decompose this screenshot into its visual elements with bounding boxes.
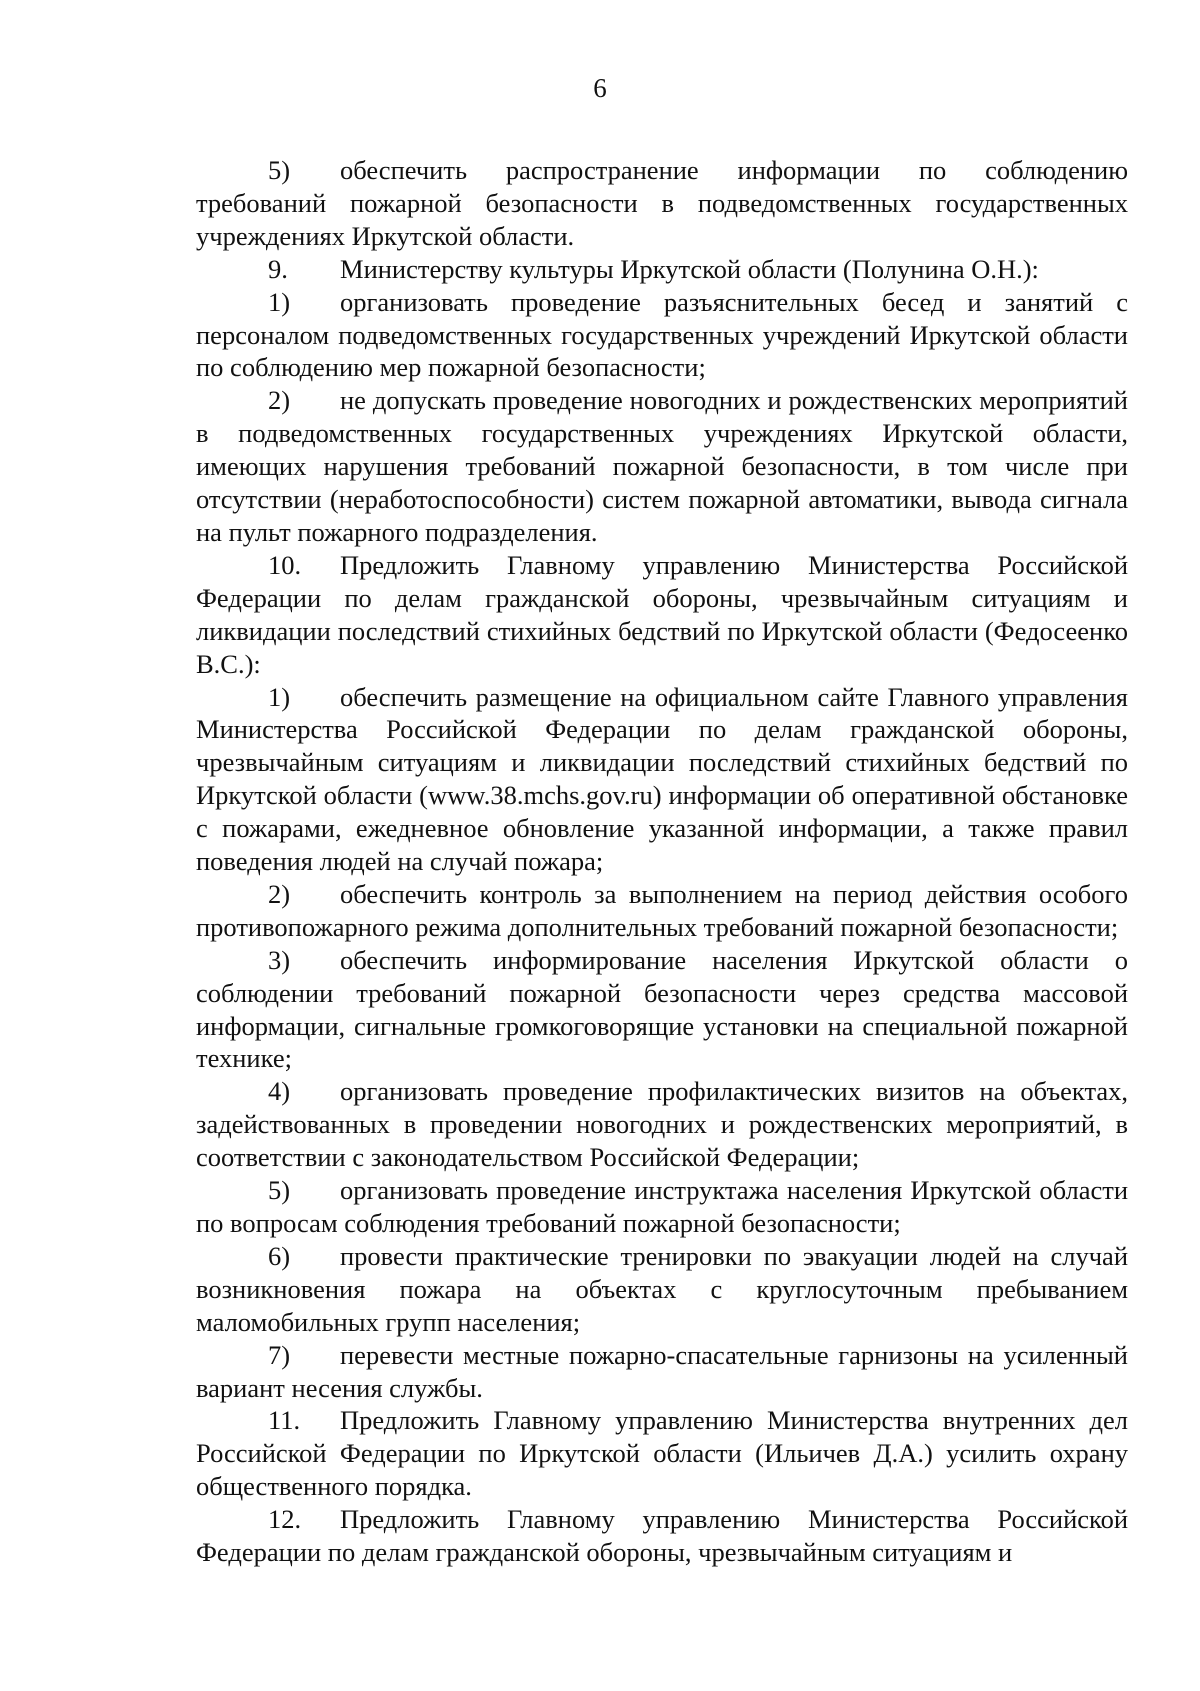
paragraph-item-10-5 — [196, 1174, 1128, 1240]
paragraph-item-10-3 — [196, 944, 1128, 1076]
item-number: 12. — [268, 1504, 302, 1535]
item-number: 2) — [268, 385, 291, 416]
paragraph-item-9-culture-ministry — [196, 253, 1128, 286]
paragraph-item-10-1 — [196, 681, 1128, 878]
paragraph-item-10-4 — [196, 1075, 1128, 1174]
paragraph-item-12-mchs — [196, 1503, 1128, 1569]
paragraph-item-11-mvd — [196, 1404, 1128, 1503]
item-number: 5) — [268, 155, 291, 185]
item-number: 2) — [268, 878, 291, 909]
item-number: 9. — [268, 253, 288, 284]
document-body — [196, 154, 1128, 1569]
paragraph-text: организовать проведение разъяснительных бесед и занятий с персоналом подведомственных государственных учреждений Иркутской области по соблюдению мер пожарной безопасности; — [196, 286, 1128, 383]
paragraph-text: Министерству культуры Иркутской области (Полунина О.Н.): — [340, 253, 1039, 284]
paragraph-text: Предложить Главному управлению Министерства Российской Федерации по делам гражданской обороны, чрезвычайным ситуациям и — [196, 1504, 1128, 1568]
paragraph-text: организовать проведение инструктажа населения Иркутской области по вопросам соблюдения требований пожарной безопасности; — [196, 1175, 1128, 1238]
item-number: 1) — [268, 286, 291, 317]
paragraph-item-10-mchs — [196, 549, 1128, 681]
paragraph-text: обеспечить информирование населения Иркутской области о соблюдении требований пожарной безопасности через средства массовой информации, сигнальные громкоговорящие установки на специальной пожарной технике; — [196, 944, 1128, 1074]
paragraph-item-9-2 — [196, 384, 1128, 549]
page-number: 6 — [593, 73, 607, 103]
item-number: 11. — [268, 1405, 301, 1436]
item-number: 10. — [268, 549, 302, 580]
paragraph-text: обеспечить размещение на официальном сайте Главного управления Министерства Российской Федерации по делам гражданской обороны, чрезвычайным ситуациям и ликвидации последствий стихийных бедствий по Иркутской области (www.38.mchs.gov.ru) информации об оперативной обстановке с пожарами, ежедневное обновление указанной информации, а также правил поведения людей на случай пожара; — [196, 681, 1128, 877]
paragraph-text: обеспечить распространение информации по соблюдению требований пожарной безопасности в подведомственных государственных учреждениях Иркутской области. — [196, 155, 1128, 251]
paragraph-item-10-2 — [196, 878, 1128, 944]
paragraph-text: Предложить Главному управлению Министерства внутренних дел Российской Федерации по Иркутской области (Ильичев Д.А.) усилить охрану общественного порядка. — [196, 1405, 1128, 1502]
paragraph-item-10-6 — [196, 1240, 1128, 1339]
paragraph-item-9-1 — [196, 286, 1128, 385]
item-number: 7) — [268, 1339, 291, 1370]
item-number: 3) — [268, 944, 291, 975]
item-number: 5) — [268, 1175, 291, 1206]
paragraph-text: обеспечить контроль за выполнением на период действия особого противопожарного режима дополнительных требований пожарной безопасности; — [196, 878, 1128, 942]
paragraph-text: перевести местные пожарно-спасательные гарнизоны на усиленный вариант несения службы. — [196, 1339, 1128, 1403]
paragraph-text: организовать проведение профилактических визитов на объектах, задействованных в проведении новогодних и рождественских мероприятий, в соответствии с законодательством Российской Федерации; — [196, 1076, 1128, 1173]
item-number: 4) — [268, 1076, 291, 1107]
paragraph-text: не допускать проведение новогодних и рождественских мероприятий в подведомственных государственных учреждениях Иркутской области, имеющих нарушения требований пожарной безопасности, в том числе при отсутствии (неработоспособности) систем пожарной автоматики, вывода сигнала на пульт пожарного подразделения. — [196, 385, 1128, 547]
item-number: 1) — [268, 681, 291, 712]
paragraph-text: провести практические тренировки по эвакуации людей на случай возникновения пожара на объектах с круглосуточным пребыванием маломобильных групп населения; — [196, 1240, 1128, 1337]
item-number: 6) — [268, 1240, 291, 1271]
paragraph-item-10-7 — [196, 1339, 1128, 1405]
paragraph-item-5-info — [196, 154, 1128, 253]
paragraph-text: Предложить Главному управлению Министерства Российской Федерации по делам гражданской обороны, чрезвычайным ситуациям и ликвидации последствий стихийных бедствий по Иркутской области (Федосеенко В.С.): — [196, 549, 1128, 679]
